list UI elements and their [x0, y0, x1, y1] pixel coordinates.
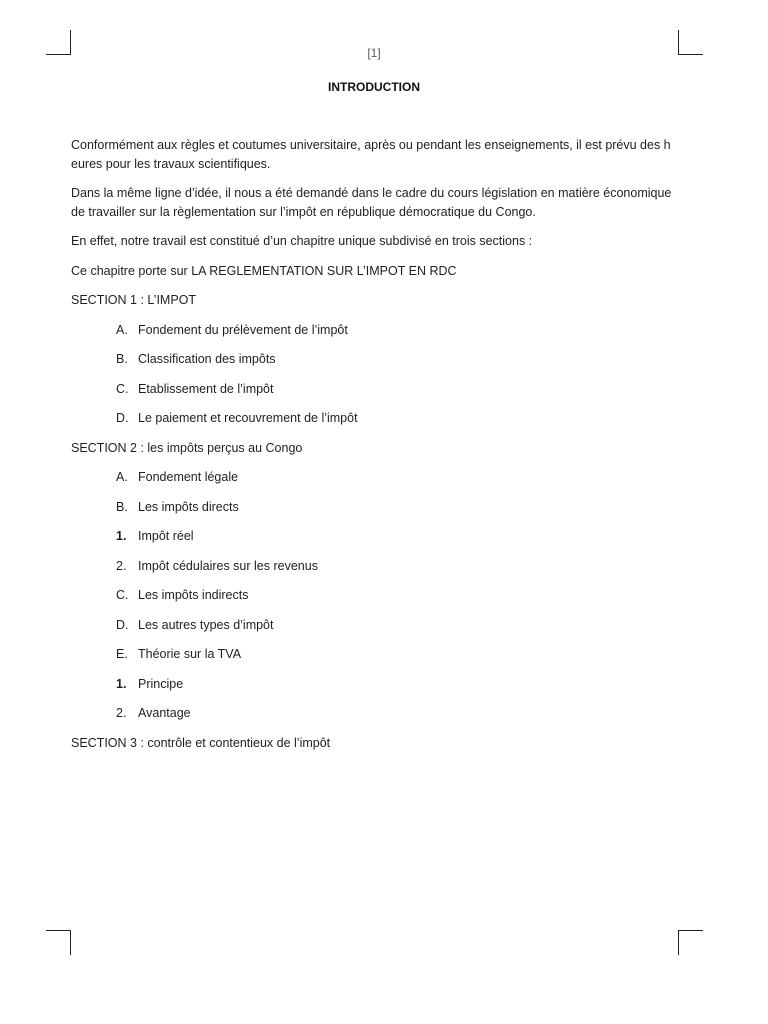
list-item-text: Etablissement de l’impôt [138, 381, 274, 396]
list-item [71, 616, 675, 646]
list-item [71, 704, 675, 734]
list-item [71, 380, 675, 410]
list-item [71, 409, 675, 439]
list-marker: B. [116, 499, 128, 514]
list-item [71, 350, 675, 380]
list-marker: E. [116, 647, 128, 661]
list-marker: A. [116, 322, 128, 337]
crop-mark-bottom-left [46, 930, 71, 955]
list-marker: 2. [116, 706, 127, 720]
list-item-text: Théorie sur la TVA [138, 647, 242, 661]
list-item-text: Principe [138, 676, 184, 691]
list-item [71, 675, 675, 705]
page-title: INTRODUCTION [328, 80, 420, 94]
paragraph-intro: Conformément aux règles et coutumes universitaire, après ou pendant les enseignements, il est prévu des heures pour les travaux scientifiques. [71, 138, 671, 171]
list-marker: 1. [116, 529, 127, 543]
page-number: [1] [367, 46, 381, 60]
list-item [71, 586, 675, 616]
list-item-text: Avantage [138, 706, 191, 720]
section-3-title: SECTION 3 : contrôle et contentieux de l’impôt [71, 735, 331, 750]
list-marker: 1. [116, 676, 127, 691]
section-2-title: SECTION 2 : les impôts perçus au Congo [71, 440, 303, 455]
list-item [71, 645, 675, 675]
list-item [71, 468, 675, 498]
list-marker: C. [116, 381, 129, 396]
list-marker: A. [116, 470, 128, 484]
list-marker: B. [116, 352, 128, 366]
list-item-text: Les impôts directs [138, 499, 239, 514]
structure-line: En effet, notre travail est constitué d’un chapitre unique subdivisé en trois sections : [71, 234, 533, 248]
list-item-text: Fondement du prélèvement de l’impôt [138, 322, 348, 337]
section-1-title: SECTION 1 : L’IMPOT [71, 293, 197, 307]
list-item-text: Le paiement et recouvrement de l’impôt [138, 411, 358, 425]
crop-mark-bottom-right [678, 930, 703, 955]
list-marker: D. [116, 411, 129, 425]
list-marker: D. [116, 617, 129, 632]
list-item-text: Les impôts indirects [138, 588, 249, 602]
document-body [71, 136, 675, 763]
list-item-text: Classification des impôts [138, 352, 276, 366]
list-item [71, 498, 675, 528]
paragraph-context: Dans la même ligne d’idée, il nous a été demandé dans le cadre du cours législation en matière économique de travailler sur la règlementation sur l’impôt en république démocratique du Congo. [71, 186, 672, 219]
list-item [71, 527, 675, 557]
list-item [71, 321, 675, 351]
list-item-text: Impôt cédulaires sur les revenus [138, 558, 318, 573]
list-marker: 2. [116, 558, 127, 573]
list-item-text: Fondement légale [138, 470, 239, 484]
list-marker: C. [116, 588, 129, 602]
list-item-text: Impôt réel [138, 529, 194, 543]
list-item [71, 557, 675, 587]
chapter-line: Ce chapitre porte sur LA REGLEMENTATION SUR L’IMPOT EN RDC [71, 263, 457, 278]
list-item-text: Les autres types d’impôt [138, 617, 274, 632]
